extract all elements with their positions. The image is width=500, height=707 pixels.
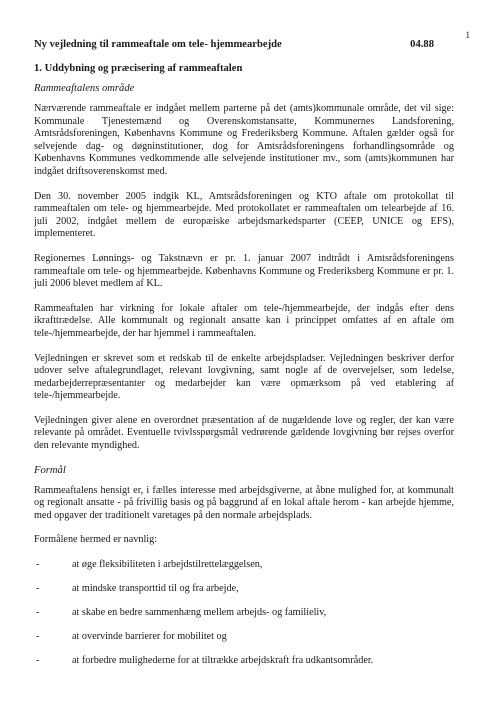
list-item-text: at skabe en bedre sammenhæng mellem arbejds- og familieliv,	[72, 607, 327, 618]
list-bullet: -	[36, 630, 40, 642]
list-item	[34, 655, 454, 668]
list-bullet: -	[36, 607, 40, 618]
paragraph-scope-6: Vejledningen giver alene en overordnet præsentation af de nugældende love og regler, der kan være relevante på området. Eventuelle tvivlsspørgsmål vedrørende gældende lovgivning bør rejses overfor den relevante myndighed.	[34, 414, 454, 452]
paragraph-scope-3: Regionernes Lønnings- og Takstnævn er pr. 1. januar 2007 indtrådt i Amtsrådsforeningens rammeaftale om tele- og hjemmearbejde. Københavns Kommune og Frederiksberg Kommune er pr. 1. juli 2006 blevet medlem af KL.	[34, 252, 454, 290]
purpose-intro: Formålene hermed er navnlig:	[34, 534, 158, 546]
paragraph-scope-1: Nærværende rammeaftale er indgået mellem parterne på det (amts)kommunale område, det vil sige: Kommunale Tjenestemænd og Overenskomstansatte, Kommunernes Landsforening, Amtsrådsforeningen, Københavns Kommune og Frederiksberg Kommune. Aftalen gælder også for selvejende dag- og døgninstitutioner, dog for Amtsrådsforeningens forhandlingsområde og Københavns Kommunes vedkommende alle selvejende institutioner mv., som (amts)kommunen har indgået driftsoverenskomst med.	[34, 103, 454, 177]
list-item-text: at mindske transporttid til og fra arbejde,	[72, 583, 239, 595]
subheading-scope: Rammeaftalens område	[34, 83, 135, 94]
purpose-list	[34, 559, 454, 668]
list-item	[34, 631, 454, 644]
page-number: 1	[465, 30, 470, 40]
list-bullet: -	[36, 583, 40, 595]
paragraph-purpose: Rammeaftalens hensigt er, i fælles interesse med arbejdsgiverne, at åbne mulighed for, at kommunalt og regionalt ansatte - på frivillig basis og på baggrund af en lokal aftale herom - kan arbejde hjemme, med opgaver der traditionelt varetages på den normale arbejdsplads.	[34, 484, 454, 521]
list-item-text: at forbedre mulighederne for at tiltrække arbejdskraft fra udkantsområder.	[72, 654, 374, 666]
list-item	[34, 607, 454, 620]
list-item-text: at overvinde barrierer for mobilitet og	[72, 630, 227, 642]
document-body	[34, 63, 454, 679]
document-code: 04.88	[410, 39, 434, 50]
paragraph-scope-4: Rammeaftalen har virkning for lokale aftaler om tele-/hjemmearbejde, der indgås efter dens ikrafttrædelse. Alle kommunalt og regionalt ansatte kan i princippet omfattes af en aftale om tele-/hjemmearbejde, der har hjemmel i rammeaftalen.	[34, 302, 454, 339]
section-heading: 1. Uddybning og præcisering af rammeaftalen	[34, 63, 243, 74]
paragraph-scope-2: Den 30. november 2005 indgik KL, Amtsrådsforeningen og KTO aftale om protokollat til rammeaftalen om tele- og hjemmearbejde. Med protokollatet er rammeaftalen om telearbejde af 16. juli 2002, indgået mellem de europæiske arbejdsmarkedsparter (CEEP, UNICE og EFS), implementeret.	[34, 190, 454, 240]
list-item	[34, 583, 454, 596]
document-header	[34, 39, 434, 50]
subheading-purpose: Formål	[34, 464, 66, 476]
document-title: Ny vejledning til rammeaftale om tele- hjemmearbejde	[34, 39, 282, 50]
list-bullet: -	[36, 559, 40, 571]
paragraph-scope-5: Vejledningen er skrevet som et redskab til de enkelte arbejdspladser. Vejledningen beskriver derfor udover selve aftalegrundlaget, relevant lovgivning, samt nogle af de overvejelser, som ledelse, medarbejderrepræsentanter og medarbejder kan være opmærksom på ved etablering af tele-/hjemmearbejde.	[34, 352, 454, 402]
list-item	[34, 559, 454, 572]
list-bullet: -	[36, 654, 40, 666]
list-item-text: at øge fleksibiliteten i arbejdstilrettelæggelsen,	[72, 559, 263, 571]
